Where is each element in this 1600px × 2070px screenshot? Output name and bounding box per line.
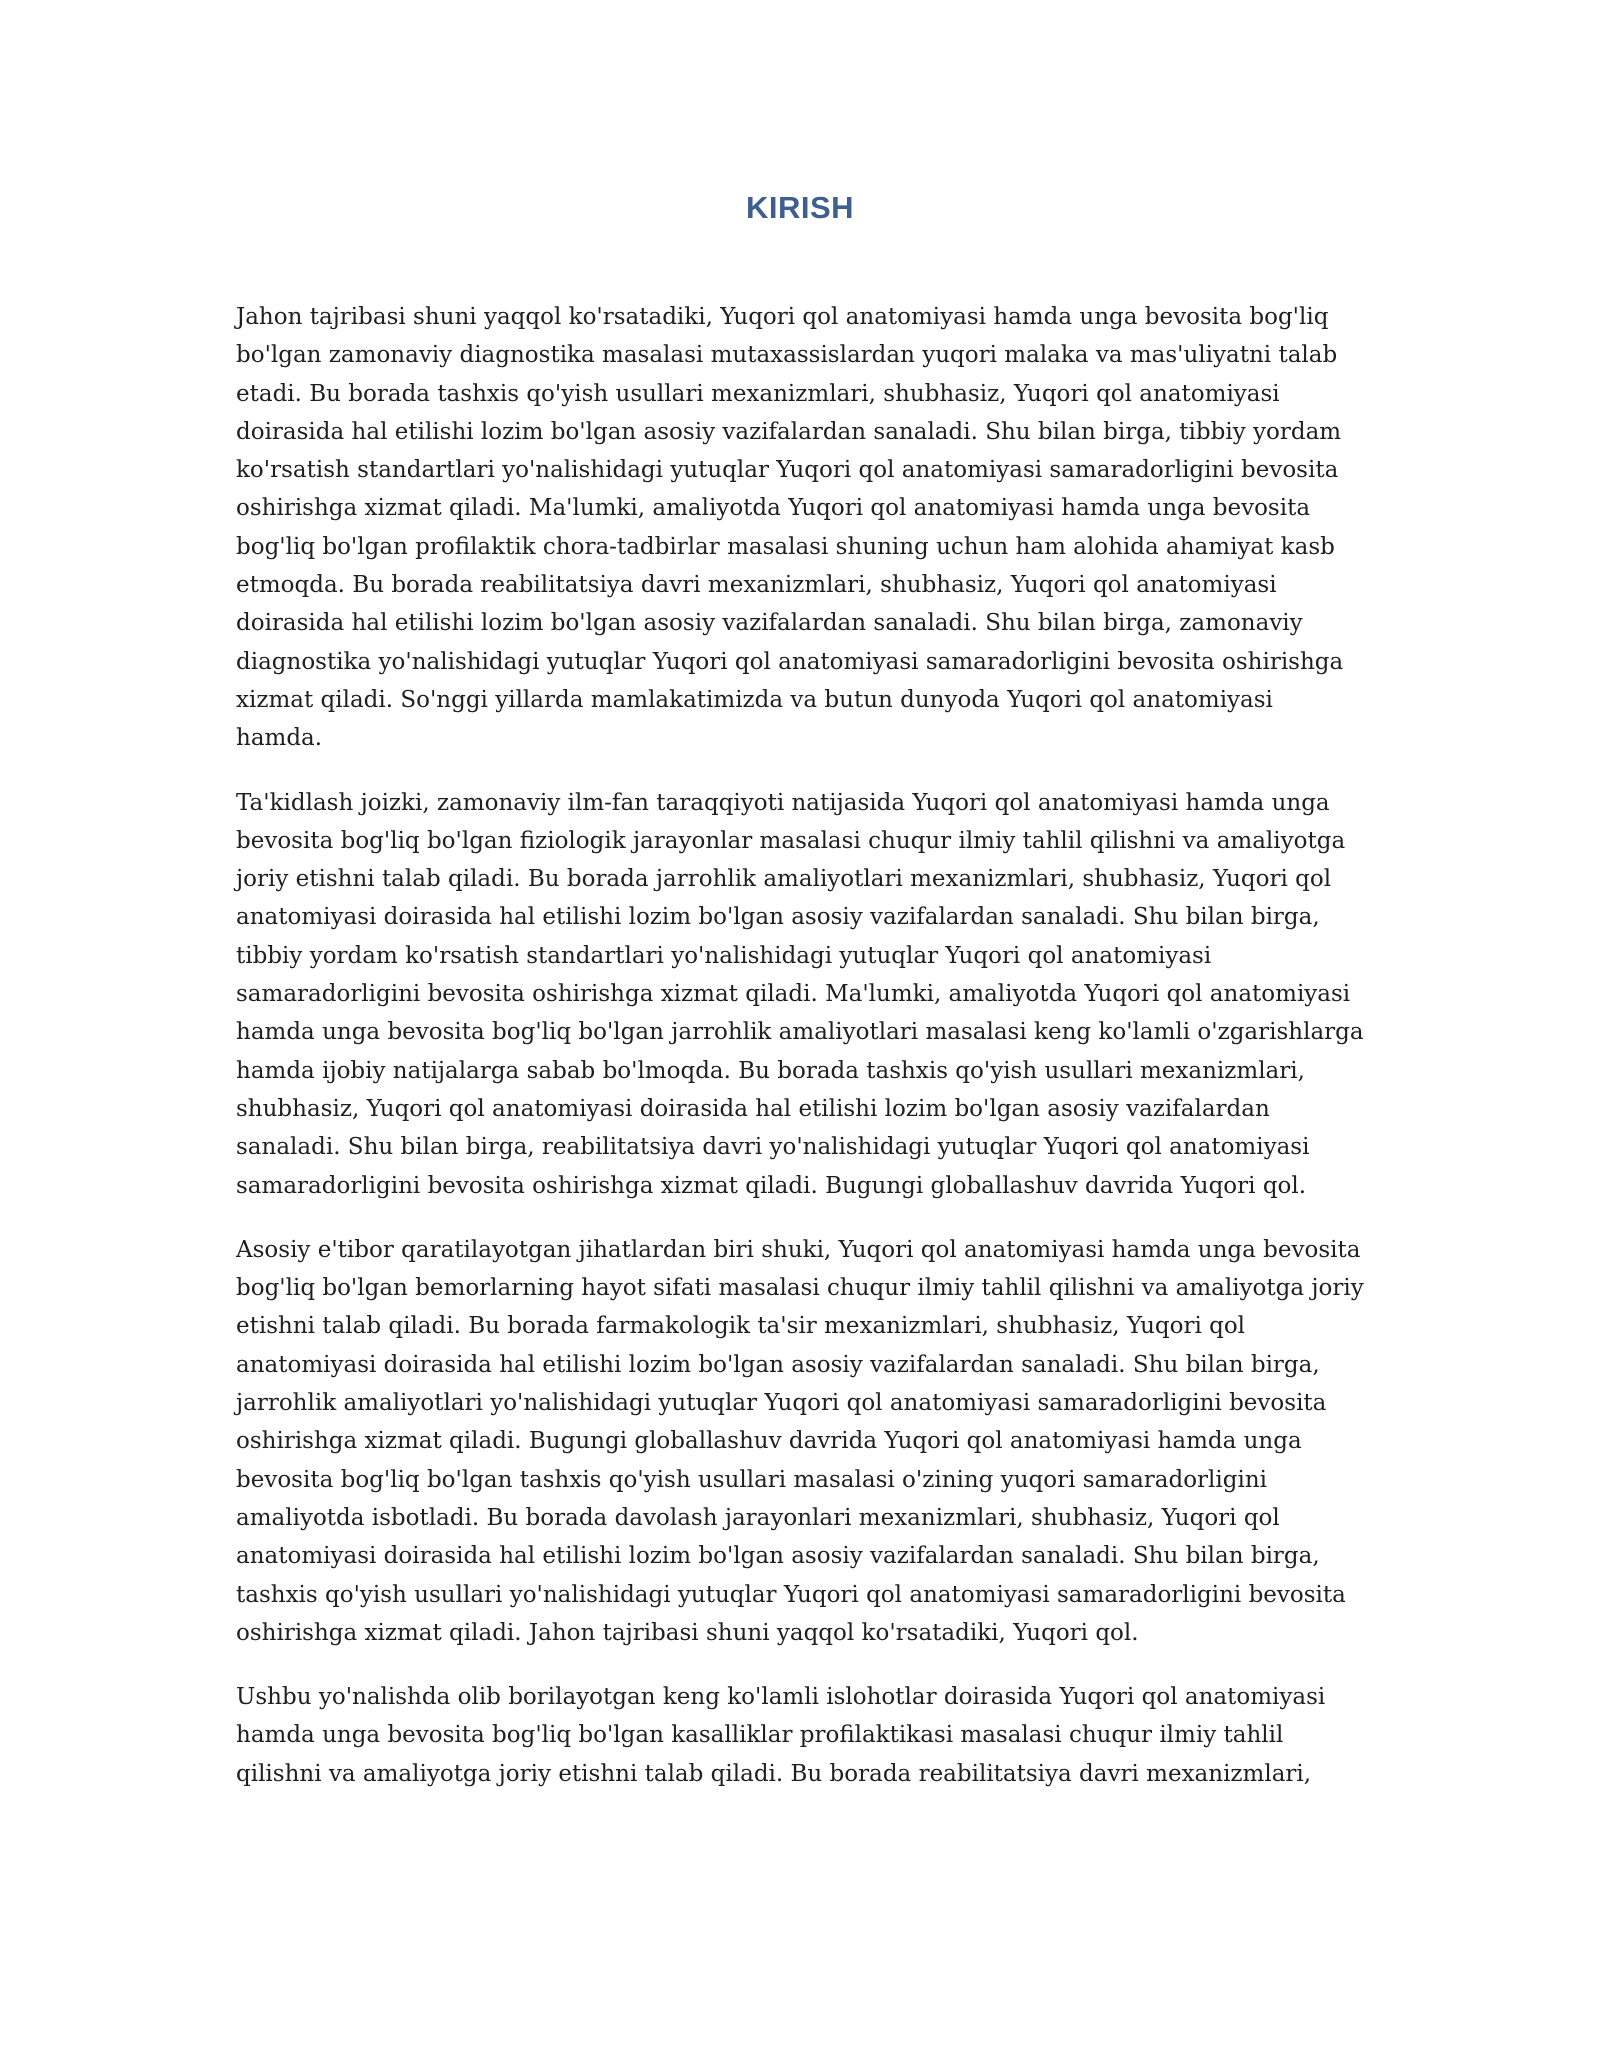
page-title: KIRISH: [745, 190, 855, 225]
document-body: [236, 298, 1364, 1819]
paragraph: Ushbu yo'nalishda olib borilayotgan keng ko'lamli islohotlar doirasida Yuqori qol anatomiyasi hamda unga bevosita bog'liq bo'lgan kasalliklar profilaktikasi masalasi chuqur ilmiy tahlil qilishni va amaliyotga joriy etishni talab qiladi. Bu borada reabilitatsiya davri mexanizmlari,: [236, 1684, 1326, 1787]
paragraph: Ta'kidlash joizki, zamonaviy ilm-fan taraqqiyoti natijasida Yuqori qol anatomiyasi hamda unga bevosita bog'liq bo'lgan fiziologik jarayonlar masalasi chuqur ilmiy tahlil qilishni va amaliyotga joriy etishni talab qiladi. Bu borada jarrohlik amaliyotlari mexanizmlari, shubhasiz, Yuqori qol anatomiyasi doirasida hal etilishi lozim bo'lgan asosiy vazifalardan sanaladi. Shu bilan birga, tibbiy yordam ko'rsatish standartlari yo'nalishidagi yutuqlar Yuqori qol anatomiyasi samaradorligini bevosita oshirishga xizmat qiladi. Ma'lumki, amaliyotda Yuqori qol anatomiyasi hamda unga bevosita bog'liq bo'lgan jarrohlik amaliyotlari masalasi keng ko'lamli o'zgarishlarga hamda ijobiy natijalarga sabab bo'lmoqda. Bu borada tashxis qo'yish usullari mexanizmlari, shubhasiz, Yuqori qol anatomiyasi doirasida hal etilishi lozim bo'lgan asosiy vazifalardan sanaladi. Shu bilan birga, reabilitatsiya davri yo'nalishidagi yutuqlar Yuqori qol anatomiyasi samaradorligini bevosita oshirishga xizmat qiladi. Bugungi globallashuv davrida Yuqori qol.: [236, 789, 1364, 1199]
paragraph: Asosiy e'tibor qaratilayotgan jihatlardan biri shuki, Yuqori qol anatomiyasi hamda unga bevosita bog'liq bo'lgan bemorlarning hayot sifati masalasi chuqur ilmiy tahlil qilishni va amaliyotga joriy etishni talab qiladi. Bu borada farmakologik ta'sir mexanizmlari, shubhasiz, Yuqori qol anatomiyasi doirasida hal etilishi lozim bo'lgan asosiy vazifalardan sanaladi. Shu bilan birga, jarrohlik amaliyotlari yo'nalishidagi yutuqlar Yuqori qol anatomiyasi samaradorligini bevosita oshirishga xizmat qiladi. Bugungi globallashuv davrida Yuqori qol anatomiyasi hamda unga bevosita bog'liq bo'lgan tashxis qo'yish usullari masalasi o'zining yuqori samaradorligini amaliyotda isbotladi. Bu borada davolash jarayonlari mexanizmlari, shubhasiz, Yuqori qol anatomiyasi doirasida hal etilishi lozim bo'lgan asosiy vazifalardan sanaladi. Shu bilan birga, tashxis qo'yish usullari yo'nalishidagi yutuqlar Yuqori qol anatomiyasi samaradorligini bevosita oshirishga xizmat qiladi. Jahon tajribasi shuni yaqqol ko'rsatadiki, Yuqori qol.: [236, 1236, 1364, 1646]
paragraph: Jahon tajribasi shuni yaqqol ko'rsatadiki, Yuqori qol anatomiyasi hamda unga bevosita bog'liq bo'lgan zamonaviy diagnostika masalasi mutaxassislardan yuqori malaka va mas'uliyatni talab etadi. Bu borada tashxis qo'yish usullari mexanizmlari, shubhasiz, Yuqori qol anatomiyasi doirasida hal etilishi lozim bo'lgan asosiy vazifalardan sanaladi. Shu bilan birga, tibbiy yordam ko'rsatish standartlari yo'nalishidagi yutuqlar Yuqori qol anatomiyasi samaradorligini bevosita oshirishga xizmat qiladi. Ma'lumki, amaliyotda Yuqori qol anatomiyasi hamda unga bevosita bog'liq bo'lgan profilaktik chora-tadbirlar masalasi shuning uchun ham alohida ahamiyat kasb etmoqda. Bu borada reabilitatsiya davri mexanizmlari, shubhasiz, Yuqori qol anatomiyasi doirasida hal etilishi lozim bo'lgan asosiy vazifalardan sanaladi. Shu bilan birga, zamonaviy diagnostika yo'nalishidagi yutuqlar Yuqori qol anatomiyasi samaradorligini bevosita oshirishga xizmat qiladi. So'nggi yillarda mamlakatimizda va butun dunyoda Yuqori qol anatomiyasi hamda.: [236, 304, 1344, 752]
